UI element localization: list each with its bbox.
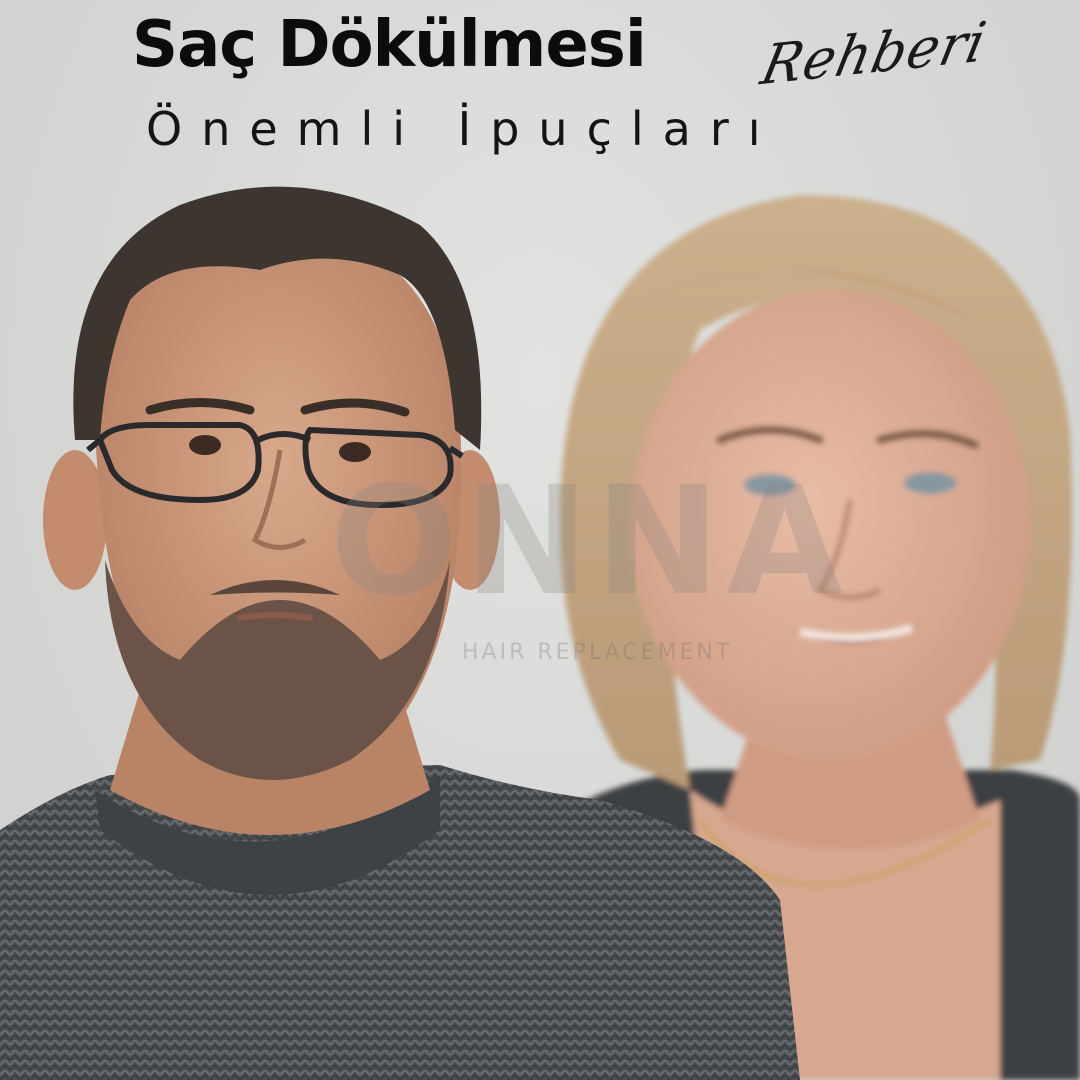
header [0, 0, 1080, 175]
page-title: Saç Dökülmesi [132, 8, 646, 82]
subtitle: Önemli İpuçları [146, 102, 780, 156]
watermark-tagline: HAIR REPLACEMENT [462, 640, 733, 665]
watermark-logo: ONNA [330, 455, 849, 629]
title-script: Rehberi [755, 9, 993, 98]
